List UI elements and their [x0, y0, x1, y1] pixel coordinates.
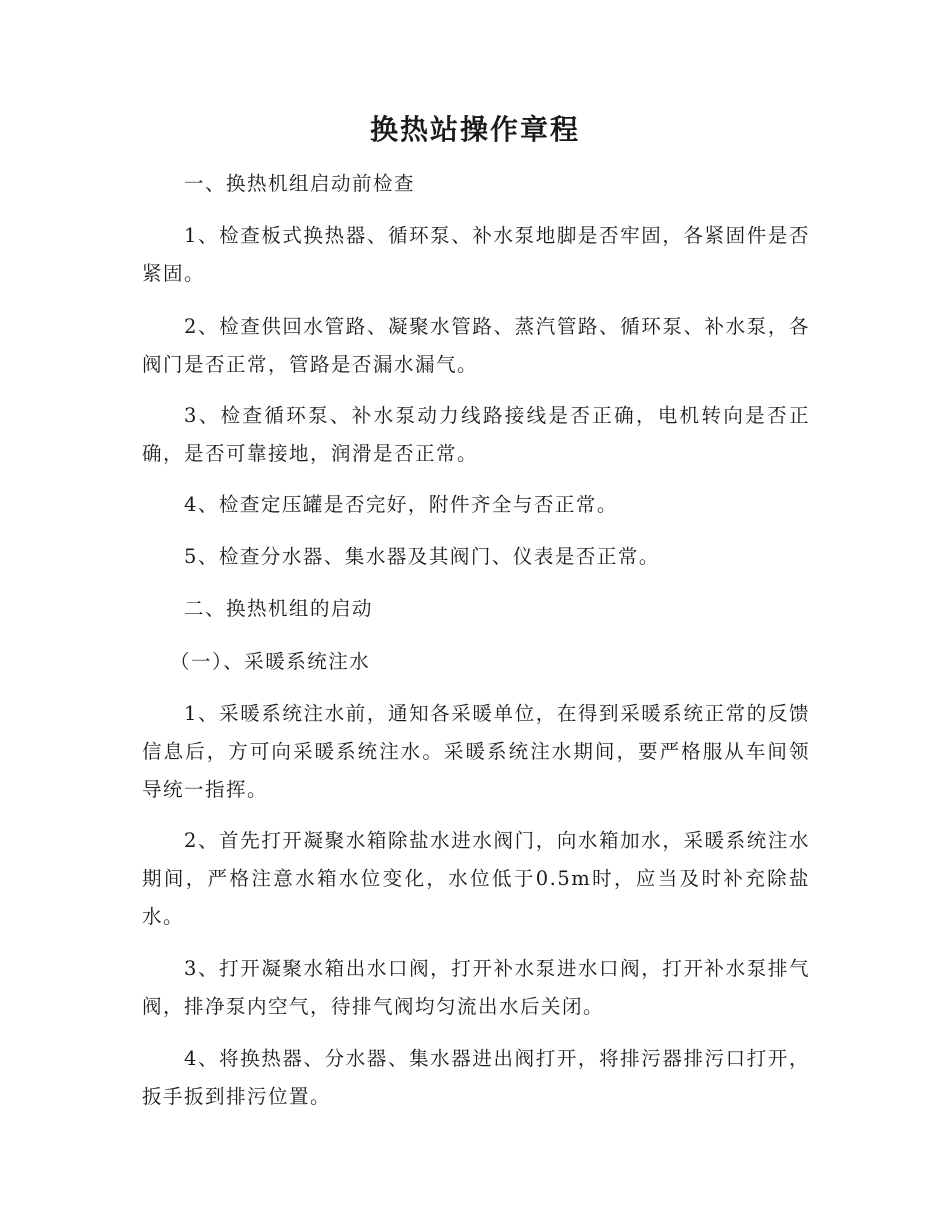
paragraph-6: 1、采暖系统注水前，通知各采暖单位，在得到采暖系统正常的反馈信息后，方可向采暖系统注水。采暖系统注水期间，要严格服从车间领导统一指挥。 [142, 702, 810, 801]
paragraph-3: 3、检查循环泵、补水泵动力线路接线是否正确，电机转向是否正确，是否可靠接地，润滑是否正常。 [142, 404, 810, 465]
subsection-heading-1: （一）、采暖系统注水 [170, 650, 371, 673]
section-heading-2: 二、换热机组的启动 [184, 597, 374, 620]
paragraph-7: 2、首先打开凝聚水箱除盐水进水阀门，向水箱加水，采暖系统注水期间，严格注意水箱水位变化，水位低于0.5m时，应当及时补充除盐水。 [142, 829, 810, 928]
document-title: 换热站操作章程 [369, 113, 580, 146]
paragraph-9: 4、将换热器、分水器、集水器进出阀打开，将排污器排污口打开，扳手扳到排污位置。 [142, 1047, 810, 1108]
paragraph-5: 5、检查分水器、集水器及其阀门、仪表是否正常。 [184, 545, 660, 568]
section-heading-1: 一、换热机组启动前检查 [184, 172, 416, 195]
paragraph-1: 1、检查板式换热器、循环泵、补水泵地脚是否牢固，各紧固件是否紧固。 [142, 224, 810, 285]
paragraph-8: 3、打开凝聚水箱出水口阀，打开补水泵进水口阀，打开补水泵排气阀，排净泵内空气，待排气阀均匀流出水后关闭。 [142, 957, 810, 1018]
paragraph-2: 2、检查供回水管路、凝聚水管路、蒸汽管路、循环泵、补水泵，各阀门是否正常，管路是否漏水漏气。 [142, 315, 810, 376]
paragraph-4: 4、检查定压罐是否完好，附件齐全与否正常。 [184, 493, 618, 516]
